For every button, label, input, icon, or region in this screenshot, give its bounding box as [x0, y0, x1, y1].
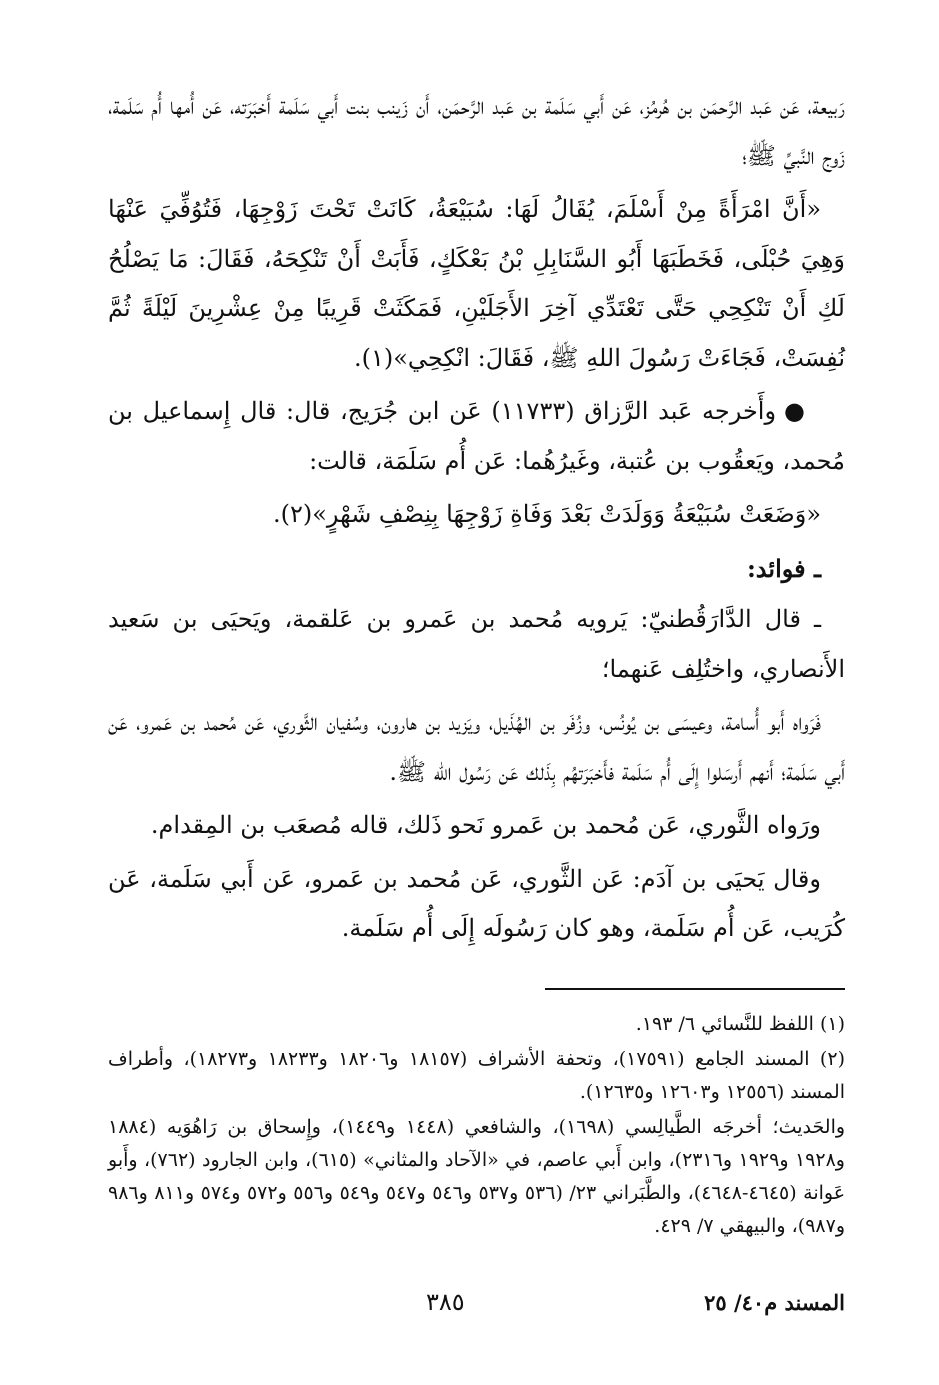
footnote: (١) اللفظ للنَّسائي ٦/ ١٩٣. [635, 1013, 845, 1035]
section-heading: ـ فوائد: [746, 553, 821, 583]
text-paragraph: ورَواه الثَّوري، عَن مُحمد بن عَمرو نَحو ذَلك، قاله مُصعَب بن المِقدام. [150, 811, 821, 839]
footnote-separator [545, 988, 845, 990]
text-paragraph: فَرَواه أَبو أُسامة، وعيسَى بن يُونُس، وزُفَر بن الهُذَيل، ويَزيد بن هارون، وسُفيان الثَّوري، عَن مُحمد بن عَمرو، عَن أَبي سَلَمة؛ أَنهم أَرسَلوا إِلَى أُم سَلَمة فأَخبَرَتهُم بِذَلك عَن رَسُول الله ﷺ. [108, 708, 845, 786]
bullet-paragraph [108, 387, 845, 486]
main-text [108, 82, 845, 958]
hadith-text: «وَضَعَتْ سُبَيْعَةُ وَوَلَدَتْ بَعْدَ وَفَاةِ زَوْجِهَا بِنِصْفِ شَهْرٍ»(٢). [272, 500, 821, 528]
page-footer [108, 1288, 845, 1322]
bullet-paragraph-text: وأَخرجه عَبد الرَّزاق (١١٧٣٣) عَن ابن جُرَيج، قال: قال إِسماعيل بن مُحمد، ويَعقُوب بن عُتبة، وغَيرُهُما: عَن أُم سَلَمَة، قالت: [108, 397, 845, 475]
text-paragraph: ـ قال الدَّارَقُطنيّ: يَرويه مُحمد بن عَمرو بن عَلقمة، ويَحيَى بن سَعيد الأَنصاري، واختُلِف عَنهما؛ [108, 605, 845, 683]
footnote: (٢) المسند الجامع (١٧٥٩١)، وتحفة الأشراف (١٨١٥٧ و١٨٢٠٦ و١٨٢٣٣ و١٨٢٧٣)، وأطراف المسند (١٢٥٥٦ و١٢٦٠٣ و١٢٦٣٥). [108, 1048, 845, 1103]
bullet-icon: ● [784, 397, 805, 425]
hadith-text: «أَنَّ امْرَأَةً مِنْ أَسْلَمَ، يُقَالُ لَهَا: سُبَيْعَةُ، كَانَتْ تَحْتَ زَوْجِهَا، فَتُوُفِّيَ عَنْهَا وَهِيَ حُبْلَى، فَخَطَبَهَا أَبُو السَّنَابِلِ بْنُ بَعْكَكٍ، فَأَبَتْ أَنْ تَنْكِحَهُ، فَقَالَ: مَا يَصْلُحُ لَكِ أَنْ تَنْكِحِي حَتَّى تَعْتَدِّي آخِرَ الأَجَلَيْنِ، فَمَكَثَتْ قَرِيبًا مِنْ عِشْرِينَ لَيْلَةً ثُمَّ نُفِسَتْ، فَجَاءَتْ رَسُولَ اللهِ ﷺ، فَقَالَ: انْكِحِي»(١). [108, 195, 845, 372]
footnote: والحَديث؛ أخرجَه الطَّيالِسي (١٦٩٨)، والشافعي (١٤٤٨ و١٤٤٩)، وإِسحاق بن رَاهُوَيه (١٨٨٤ و١٩٢٨ و١٩٢٩ و٢٣١٦)، وابن أَبي عاصم، في «الآحاد والمثاني» (٦١٥)، وابن الجارود (٧٦٢)، وأَبو عَوانة (٤٦٤٥-٤٦٤٨)، والطَّبَراني ٢٣/ (٥٣٦ و٥٣٧ و٥٤٦ و٥٤٧ و٥٤٩ و٥٥٦ و٥٧٢ و٥٧٤ و٨١١ و٩٨٦ و٩٨٧)، والبيهقي ٧/ ٤٢٩. [108, 1116, 846, 1237]
text-paragraph: رَبيعة، عَن عَبد الرَّحمَن بن هُرمُز، عَن أَبي سَلَمة بن عَبد الرَّحمَن، أَن زَينب بنت أَبي سَلَمة أَخبَرَته، عَن أُمها أُم سَلَمة، زَوج النَّبيِّ ﷺ؛ [108, 92, 845, 170]
text-paragraph: وقال يَحيَى بن آدَم: عَن الثَّوري، عَن مُحمد بن عَمرو، عَن أَبي سَلَمة، عَن كُرَيب، عَن أُم سَلَمة، وهو كان رَسُولَه إِلَى أُم سَلَمة. [108, 864, 845, 942]
page-number: ٣٨٥ [426, 1288, 465, 1316]
signature-mark: المسند م٤٠/ ٢٥ [704, 1290, 845, 1315]
footnotes [108, 1008, 845, 1245]
